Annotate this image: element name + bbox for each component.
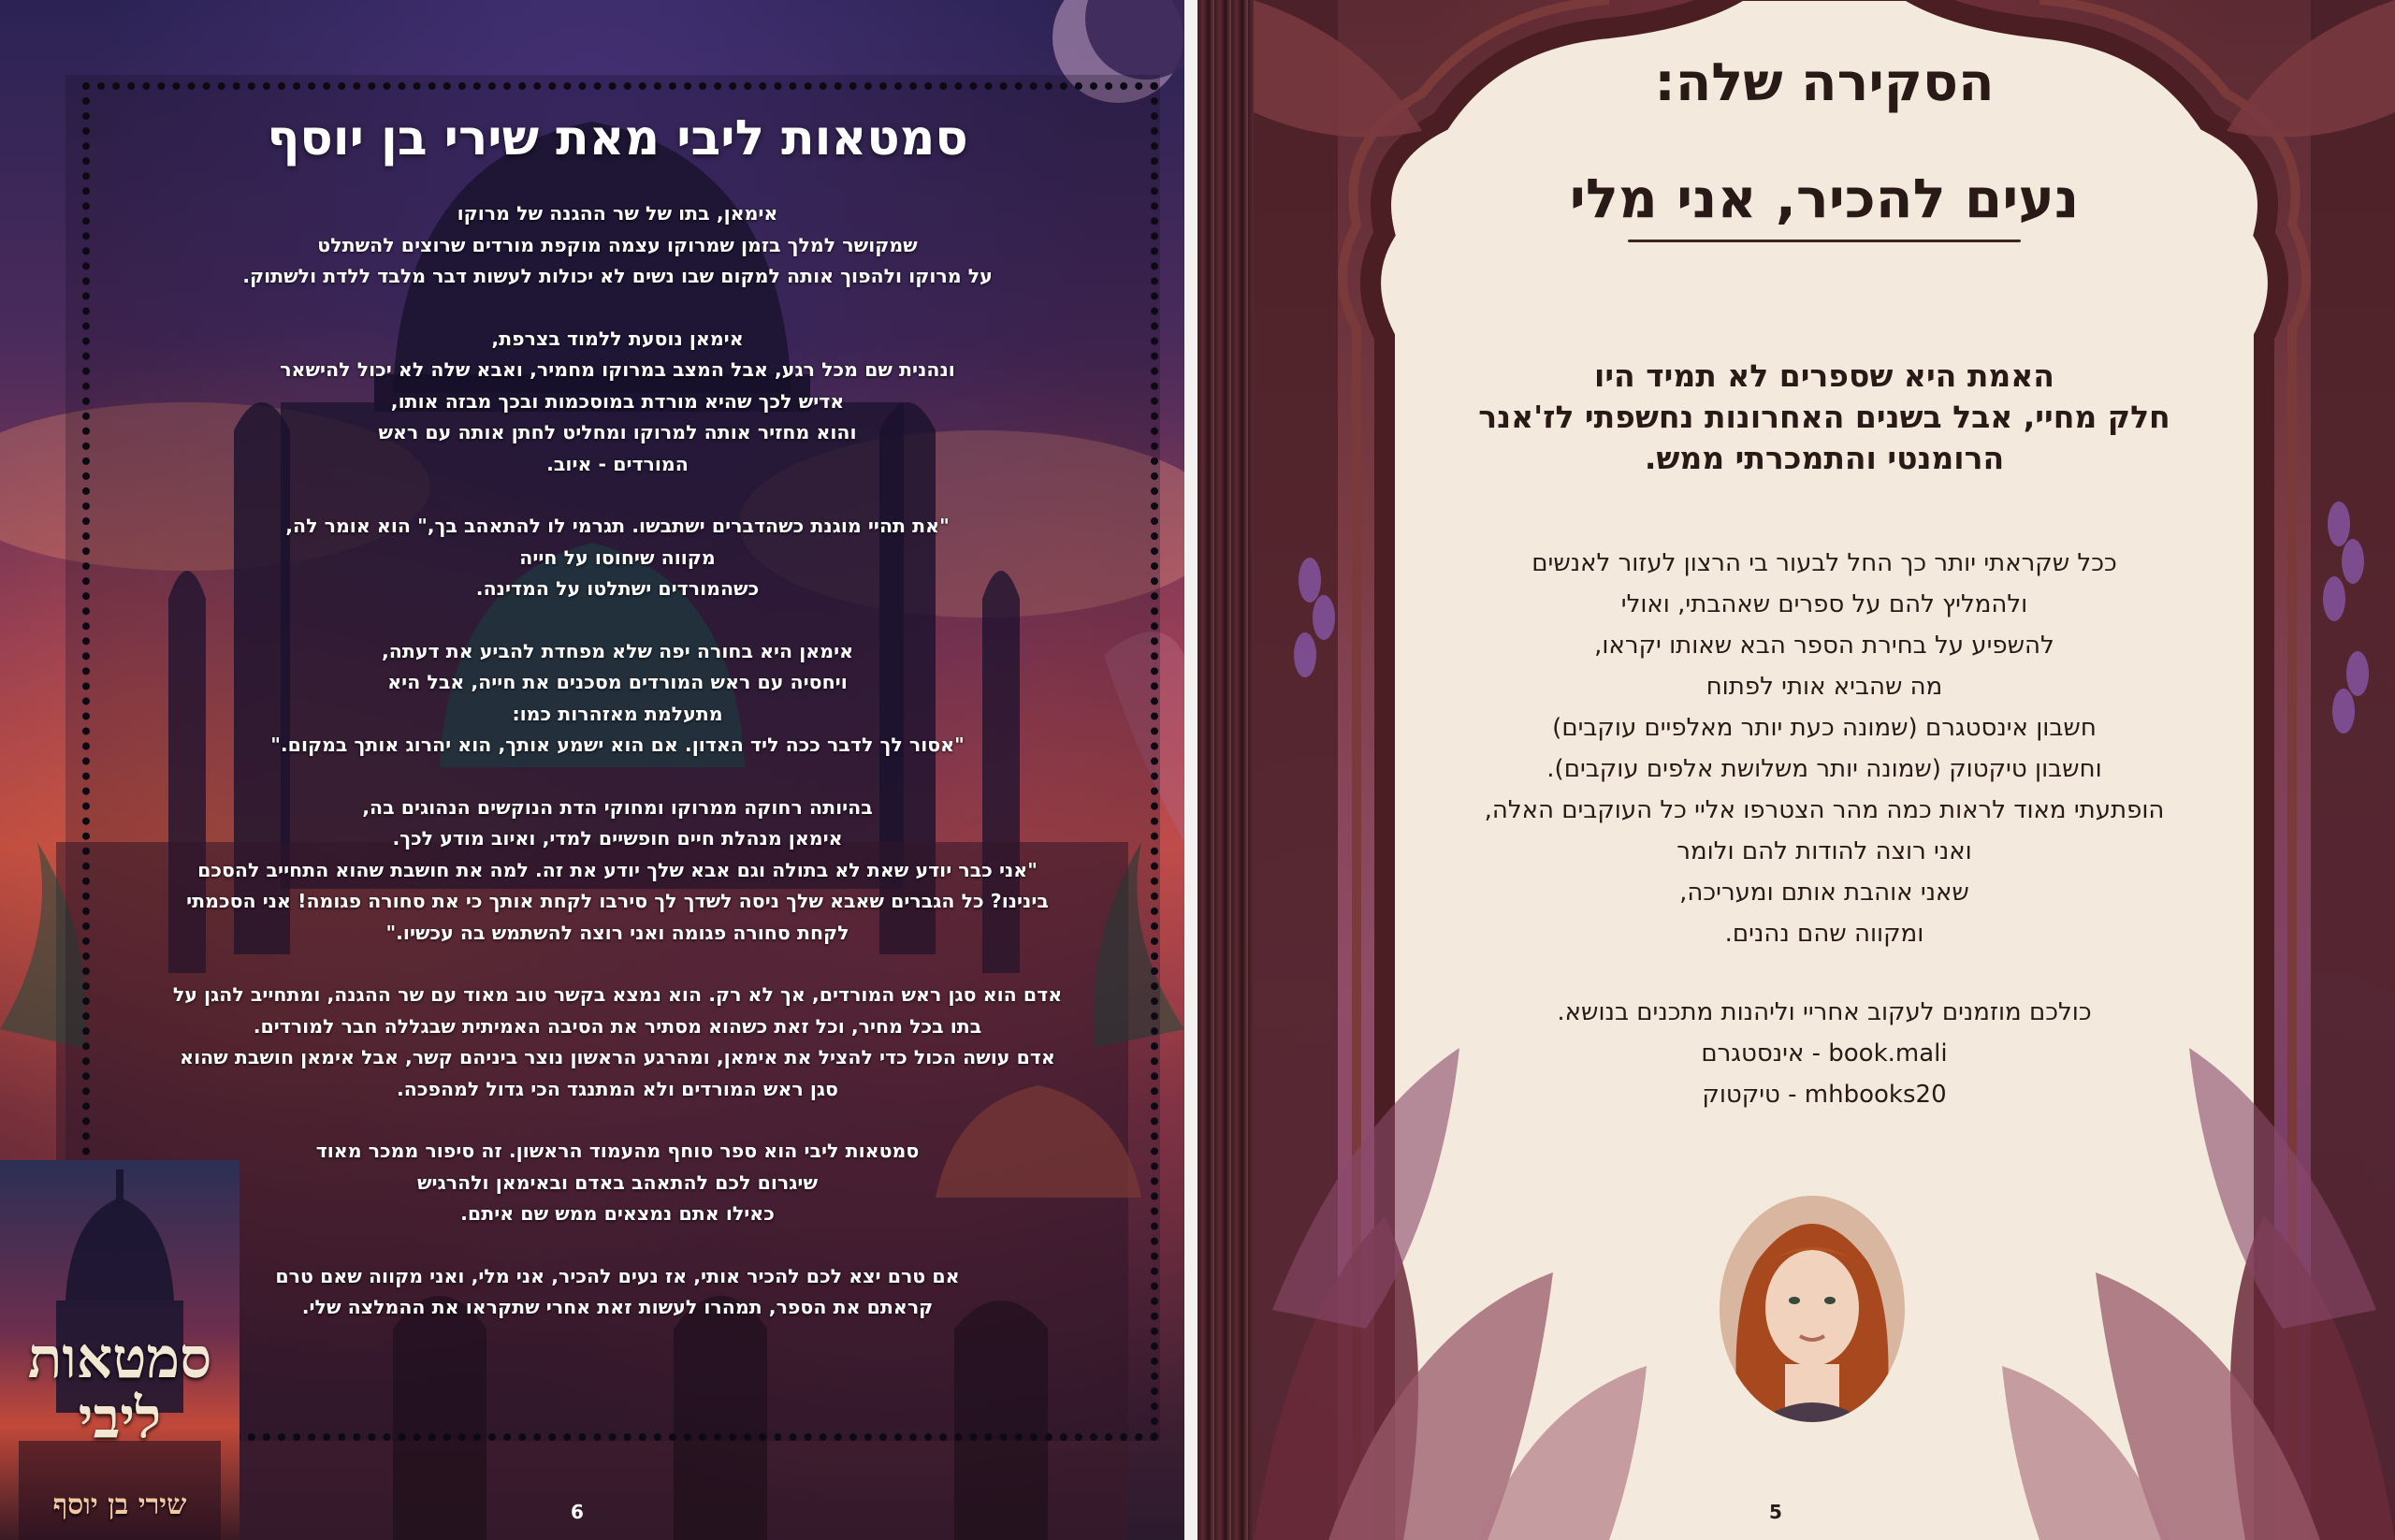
intro-line: האמת היא שספרים לא תמיד היו: [1594, 357, 2054, 394]
synopsis-paragraph-8: [103, 1261, 1132, 1324]
intro-line: הרומנטי והתמכרתי ממש.: [1644, 440, 2005, 476]
review-heading: הסקירה שלה:: [1654, 52, 1995, 113]
synopsis-paragraph-6: [103, 980, 1132, 1105]
book-cover-thumbnail: [0, 1160, 240, 1540]
heading-underline: [1628, 240, 2021, 242]
bio-line: וחשבון טיקטוק (שמונה יותר משלושת אלפים עוקבים).: [1546, 755, 2102, 783]
synopsis-paragraph-3: [103, 511, 1132, 605]
reviewer-avatar: [1720, 1196, 1905, 1422]
bio-line: ואני רוצה להודות להם ולומר: [1676, 837, 1972, 865]
book-synopsis: [103, 198, 1132, 1355]
page-gutter: [1184, 0, 1198, 1540]
synopsis-line: אימאן מנהלת חיים חופשיים למדי, ואיוב מודע לכך.: [392, 827, 843, 850]
intro-paragraph: [1310, 356, 2339, 479]
synopsis-line: סגן ראש המורדים ולא המתנגד הכי גדול למהפכה.: [396, 1077, 838, 1100]
instagram-handle: book.mali - אינסטגרם: [1701, 1039, 1948, 1068]
synopsis-line: "את תהיי מוגנת כשהדברים ישתבשו. תגרמי לו להתאהב בך," הוא אומר לה,: [285, 515, 950, 537]
synopsis-line: כשהמורדים ישתלטו על המדינה.: [475, 577, 760, 600]
synopsis-paragraph-1: [103, 198, 1132, 293]
synopsis-line: אם טרם יצא לכם להכיר אותי, אז נעים להכיר, אני מלי, ואני מקווה שאם טרם: [275, 1264, 960, 1287]
book-cover-title: סמטאות ליבי: [27, 1326, 212, 1451]
synopsis-line: שיגרום לכם להתאהב באדם ובאימאן ולהרגיש: [416, 1170, 819, 1194]
synopsis-line: המורדים - איוב.: [546, 452, 689, 475]
left-page: [0, 0, 1184, 1540]
bio-line: ולהמליץ להם על ספרים שאהבתי, ואולי: [1620, 590, 2028, 618]
bio-line: מה שהביא אותי לפתוח: [1706, 673, 1943, 701]
ornate-spine-border: [1198, 0, 1254, 1540]
synopsis-line: בהיותה רחוקה ממרוקו ומחוקי הדת הנוקשים הנהוגים בה,: [362, 795, 873, 819]
book-cover-author: שירי בן יוסף: [52, 1489, 187, 1521]
synopsis-line: אימאן נוסעת ללמוד בצרפת,: [491, 327, 744, 350]
synopsis-line: סמטאות ליבי הוא ספר סוחף מהעמוד הראשון. זה סיפור ממכר מאוד: [315, 1140, 920, 1162]
synopsis-line: אימאן, בתו של שר ההגנה של מרוקו: [457, 202, 778, 225]
intro-line: חלק מחיי, אבל בשנים האחרונות נחשפתי לז'אנר: [1478, 399, 2170, 435]
tiktok-handle: mhbooks20 - טיקטוק: [1702, 1081, 1947, 1109]
synopsis-paragraph-5: [103, 792, 1132, 950]
synopsis-line: כאילו אתם נמצאים ממש שם איתם.: [460, 1202, 775, 1225]
bio-line: ככל שקראתי יותר כך החל לבעור בי הרצון לעזור לאנשים: [1531, 549, 2117, 577]
synopsis-line: שמקושר למלך בזמן שמרוקו עצמה מוקפת מורדים שרוצים להשתלט: [317, 233, 918, 256]
synopsis-line: מקווה שיחוסו על חייה: [519, 545, 716, 569]
synopsis-line: מתעלמת מאזהרות כמו:: [512, 702, 723, 725]
synopsis-line: קראתם את הספר, תמהרו לעשות זאת אחרי שתקראו את ההמלצה שלי.: [301, 1296, 934, 1318]
synopsis-line: אימאן היא בחורה יפה שלא מפחדת להביע את דעתה,: [381, 639, 854, 662]
synopsis-line: והוא מחזיר אותה למרוקו ומחליט לחתן אותה עם ראש: [378, 421, 857, 443]
follow-invite: כולכם מוזמנים לעקוב אחריי וליהנות מתכנים בנושא.: [1557, 998, 2092, 1026]
bio-line: להשפיע על בחירת הספר הבא שאותו יקראו,: [1594, 632, 2054, 660]
review-title: סמטאות ליבי מאת שירי בן יוסף: [267, 110, 968, 167]
synopsis-line: בתו בכל מחיר, וכל זאת כשהוא מסתיר את הסיבה האמיתית שבגללה חבר למורדים.: [253, 1014, 982, 1038]
bio-line: הופתעתי מאוד לראות כמה מהר הצטרפו אליי כל העוקבים האלה,: [1484, 796, 2165, 824]
synopsis-paragraph-7: [103, 1136, 1132, 1230]
social-contact: [1310, 992, 2339, 1115]
synopsis-line: לקחת סחורה פגומה ואני רוצה להשתמש בה עכשיו.": [385, 921, 849, 944]
synopsis-paragraph-2: [103, 324, 1132, 481]
synopsis-line: אדיש לכך שהיא מורדת במוסכמות ובכך מבזה אותו,: [390, 389, 845, 413]
synopsis-line: ויחסיה עם ראש המורדים מסכנים את חייה, אבל היא: [387, 671, 848, 693]
review-subheading: נעים להכיר, אני מלי: [1569, 167, 2080, 230]
right-page-number: 5: [1769, 1501, 1782, 1523]
synopsis-line: "אסור לך לדבר ככה ליד האדון. אם הוא ישמע אותך, הוא יהרוג אותך במקום.": [270, 734, 965, 756]
bio-line: ומקווה שהם נהנים.: [1724, 920, 1924, 948]
synopsis-line: אדם עושה הכול כדי להציל את אימאן, ומהרגע הראשון נוצר ביניהם קשר, אבל אימאן חושבת שהוא: [180, 1046, 1055, 1068]
synopsis-line: על מרוקו ולהפוך אותה למקום שבו נשים לא יכולות לעשות דבר מלבד ללדת ולשתוק.: [242, 265, 993, 287]
bio-paragraph: [1310, 543, 2339, 954]
synopsis-line: "אני כבר יודע שאת לא בתולה וגם אבא שלך יודע את זה. למה את חושבת שהוא התחייב להסכם: [197, 858, 1038, 881]
left-page-number: 6: [571, 1501, 584, 1523]
right-page: [1254, 0, 2395, 1540]
bio-line: שאני אוהבת אותם ומעריכה,: [1679, 879, 1969, 907]
synopsis-line: בינינו? כל הגברים שאבא שלך ניסה לשדך לך סירבו לקחת אותך כי את סחורה פגומה! אני הסכמתי: [186, 890, 1049, 912]
bio-line: חשבון אינסטגרם (שמונה כעת יותר מאלפיים עוקבים): [1552, 714, 2097, 742]
synopsis-line: אדם הוא סגן ראש המורדים, אך לא רק. הוא נמצא בקשר טוב מאוד עם שר ההגנה, ומתחייב להגן על: [172, 983, 1063, 1006]
reviewer-portrait: [1720, 1196, 1905, 1422]
synopsis-line: ונהנית שם מכל רגע, אבל המצב במרוקו מחמיר, ואבא שלה לא יכול להישאר: [280, 358, 955, 381]
synopsis-paragraph-4: [103, 636, 1132, 762]
